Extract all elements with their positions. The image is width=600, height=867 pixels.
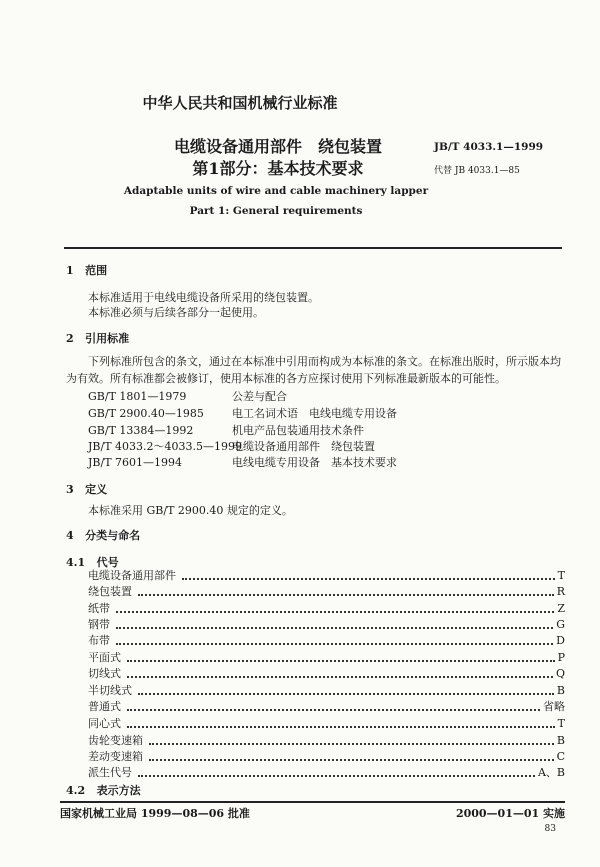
code-row <box>88 601 565 617</box>
section-4-2-heading: 4.2 表示方法 <box>66 784 141 797</box>
code-label: 钢带 <box>88 618 110 631</box>
code-value: G <box>556 618 565 631</box>
reference-code: GB/T 13384—1992 <box>88 424 194 437</box>
code-row <box>88 568 565 584</box>
leader-dots <box>116 611 554 613</box>
code-row <box>88 584 565 600</box>
code-label: 半切线式 <box>88 684 132 697</box>
leader-dots <box>116 627 553 629</box>
leader-dots <box>138 775 535 777</box>
leader-dots <box>138 594 554 596</box>
section-2-heading: 2 引用标准 <box>66 332 130 345</box>
code-row <box>88 617 565 633</box>
leader-dots <box>149 759 554 761</box>
code-row <box>88 699 565 715</box>
code-value: R <box>556 585 565 598</box>
reference-code: JB/T 7601—1994 <box>88 456 183 469</box>
reference-title: 电缆设备通用部件 绕包装置 <box>232 440 375 453</box>
replaces-standard: 代替 JB 4033.1—85 <box>434 166 520 176</box>
code-value: D <box>556 634 565 647</box>
leader-dots <box>127 660 555 662</box>
title-en-line1: Adaptable units of wire and cable machinery lapper <box>123 185 429 197</box>
section-3-heading: 3 定义 <box>66 483 108 496</box>
leader-dots <box>149 743 554 745</box>
code-label: 电缆设备通用部件 <box>88 569 176 582</box>
leader-dots <box>116 643 553 645</box>
code-row <box>88 683 565 699</box>
issuing-org: 中华人民共和国机械行业标准 <box>142 94 338 112</box>
code-value: B <box>556 734 565 747</box>
code-label: 布带 <box>88 634 110 647</box>
code-label: 切线式 <box>88 667 121 680</box>
code-row <box>88 749 565 765</box>
section-2-para: 为有效。所有标准都会被修订，使用本标准的各方应探讨使用下列标准最新版本的可能性。 <box>66 372 506 385</box>
title-en-line2: Part 1: General requirements <box>189 205 363 217</box>
leader-dots <box>138 693 554 695</box>
section-3-para: 本标准采用 GB/T 2900.40 规定的定义。 <box>88 504 293 517</box>
leader-dots <box>182 578 555 580</box>
code-value: Z <box>557 602 565 615</box>
code-label: 派生代号 <box>88 766 132 779</box>
standard-number: JB/T 4033.1—1999 <box>434 141 544 153</box>
reference-title: 公差与配合 <box>232 390 287 403</box>
code-row <box>88 716 565 732</box>
code-value: B <box>556 684 565 697</box>
section-2-para: 下列标准所包含的条文，通过在本标准中引用而构成为本标准的条文。在标准出版时，所示版本均 <box>88 355 561 368</box>
code-label: 齿轮变速箱 <box>88 734 143 747</box>
code-value: T <box>557 569 565 582</box>
reference-code: JB/T 4033.2～4033.5—1999 <box>88 440 243 453</box>
code-label: 纸带 <box>88 602 110 615</box>
code-row <box>88 633 565 649</box>
section-1-para: 本标准适用于电线电缆设备所采用的绕包装置。 <box>88 291 319 304</box>
reference-code: GB/T 2900.40—1985 <box>88 407 204 420</box>
section-4-heading: 4 分类与命名 <box>66 529 141 542</box>
code-label: 普通式 <box>88 700 121 713</box>
code-value: A、B <box>537 766 565 779</box>
leader-dots <box>127 709 540 711</box>
footer-rule <box>60 801 565 803</box>
code-value: T <box>557 717 565 730</box>
leader-dots <box>127 726 555 728</box>
code-label: 平面式 <box>88 651 121 664</box>
effective-date: 2000—01—01 实施 <box>455 807 565 820</box>
code-value: P <box>557 651 565 664</box>
title-cn-line1: 电缆设备通用部件 绕包装置 <box>173 137 382 156</box>
section-1-heading: 1 范围 <box>66 264 108 277</box>
code-value: 省略 <box>543 700 565 713</box>
reference-code: GB/T 1801—1979 <box>88 390 187 403</box>
code-label: 绕包装置 <box>88 585 132 598</box>
section-4-1-heading: 4.1 代号 <box>66 556 119 569</box>
code-value: C <box>556 750 565 763</box>
reference-title: 电线电缆专用设备 基本技术要求 <box>232 456 397 469</box>
reference-title: 机电产品包装通用技术条件 <box>232 424 364 437</box>
page-number: 83 <box>544 824 556 834</box>
title-cn-line2: 第1部分：基本技术要求 <box>192 159 364 178</box>
code-value: Q <box>555 667 565 680</box>
code-row <box>88 733 565 749</box>
code-label: 差动变速箱 <box>88 750 143 763</box>
header-rule <box>64 247 562 249</box>
reference-title: 电工名词术语 电线电缆专用设备 <box>232 407 397 420</box>
code-row <box>88 666 565 682</box>
code-row <box>88 765 565 781</box>
approval-info: 国家机械工业局 1999—08—06 批准 <box>60 807 250 820</box>
leader-dots <box>127 676 553 678</box>
code-row <box>88 650 565 666</box>
section-1-para: 本标准必须与后续各部分一起使用。 <box>88 306 264 319</box>
code-label: 同心式 <box>88 717 121 730</box>
